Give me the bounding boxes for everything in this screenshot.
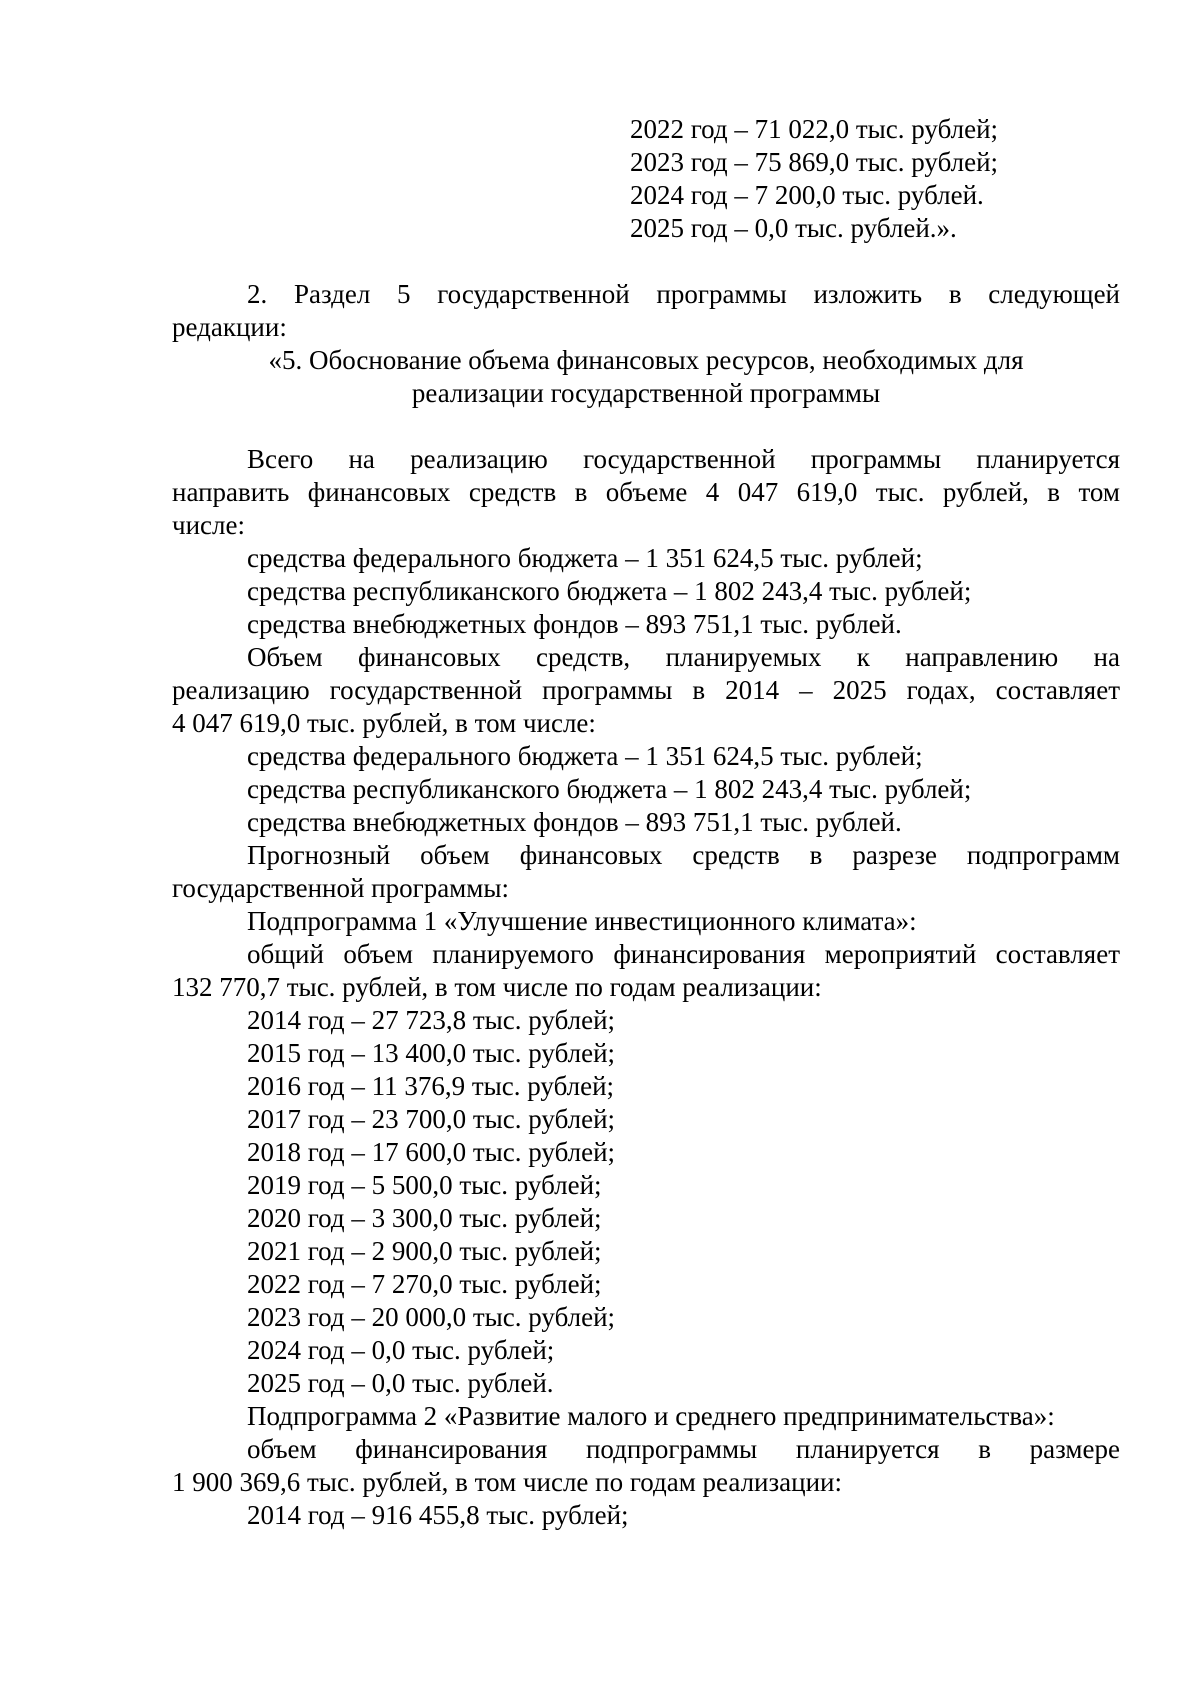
funding-source-line: средства внебюджетных фондов – 893 751,1 тыс. рублей. — [247, 807, 902, 837]
forecast-line-2: государственной программы: — [172, 873, 509, 903]
funding-source-line: средства республиканского бюджета – 1 802 243,4 тыс. рублей; — [247, 576, 972, 606]
subprogram-2-year-line: 2014 год – 916 455,8 тыс. рублей; — [247, 1500, 629, 1530]
item-2-line-2: редакции: — [172, 312, 287, 342]
total-line-2: направить финансовых средств в объеме 4 047 619,0 тыс. рублей, в том — [172, 477, 1120, 507]
volume-line-3: 4 047 619,0 тыс. рублей, в том числе: — [172, 708, 596, 738]
top-year-line: 2023 год – 75 869,0 тыс. рублей; — [630, 147, 999, 177]
volume-line-2: реализацию государственной программы в 2014 – 2025 годах, составляет — [172, 675, 1120, 705]
top-year-list — [630, 113, 1120, 245]
funding-sources-list-1 — [172, 542, 1120, 641]
forecast-line-1: Прогнозный объем финансовых средств в разрезе подпрограмм — [247, 840, 1120, 870]
subprogram-2-block — [172, 1400, 1120, 1532]
subprogram-2-total-line-2: 1 900 369,6 тыс. рублей, в том числе по годам реализации: — [172, 1467, 843, 1497]
top-year-line: 2022 год – 71 022,0 тыс. рублей; — [630, 114, 999, 144]
subprogram-1-year-line: 2024 год – 0,0 тыс. рублей; — [247, 1335, 555, 1365]
subprogram-1-year-line: 2020 год – 3 300,0 тыс. рублей; — [247, 1203, 602, 1233]
subprogram-1-year-line: 2021 год – 2 900,0 тыс. рублей; — [247, 1236, 602, 1266]
forecast-paragraph — [172, 839, 1120, 905]
total-line-1: Всего на реализацию государственной программы планируется — [247, 444, 1120, 474]
subprogram-1-year-line: 2014 год – 27 723,8 тыс. рублей; — [247, 1005, 616, 1035]
subprogram-1-year-line: 2022 год – 7 270,0 тыс. рублей; — [247, 1269, 602, 1299]
total-paragraph — [172, 443, 1120, 542]
funding-source-line: средства внебюджетных фондов – 893 751,1 тыс. рублей. — [247, 609, 902, 639]
subprogram-1-year-line: 2015 год – 13 400,0 тыс. рублей; — [247, 1038, 616, 1068]
funding-source-line: средства федерального бюджета – 1 351 624,5 тыс. рублей; — [247, 543, 923, 573]
subprogram-2-title: Подпрограмма 2 «Развитие малого и среднего предпринимательства»: — [247, 1401, 1055, 1431]
total-line-3: числе: — [172, 510, 245, 540]
subprogram-1-total-line-2: 132 770,7 тыс. рублей, в том числе по годам реализации: — [172, 972, 822, 1002]
volume-line-1: Объем финансовых средств, планируемых к направлению на — [247, 642, 1120, 672]
section-title-line-2: реализации государственной программы — [411, 378, 881, 408]
item-2-paragraph — [172, 278, 1120, 344]
volume-paragraph — [172, 641, 1120, 740]
funding-source-line: средства республиканского бюджета – 1 802 243,4 тыс. рублей; — [247, 774, 972, 804]
subprogram-1-year-line: 2017 год – 23 700,0 тыс. рублей; — [247, 1104, 616, 1134]
subprogram-1-year-line: 2016 год – 11 376,9 тыс. рублей; — [247, 1071, 615, 1101]
subprogram-1-total-line-1: общий объем планируемого финансирования мероприятий составляет — [247, 939, 1120, 969]
top-year-line: 2025 год – 0,0 тыс. рублей.». — [630, 213, 957, 243]
section-title-line-1: «5. Обоснование объема финансовых ресурсов, необходимых для — [268, 345, 1024, 375]
subprogram-1-year-line: 2018 год – 17 600,0 тыс. рублей; — [247, 1137, 616, 1167]
subprogram-1-block — [172, 905, 1120, 1400]
funding-source-line: средства федерального бюджета – 1 351 624,5 тыс. рублей; — [247, 741, 923, 771]
section-title — [172, 344, 1120, 410]
subprogram-1-year-line: 2023 год – 20 000,0 тыс. рублей; — [247, 1302, 616, 1332]
subprogram-2-total-line-1: объем финансирования подпрограммы планируется в размере — [247, 1434, 1120, 1464]
document-body — [172, 113, 1120, 1532]
top-year-line: 2024 год – 7 200,0 тыс. рублей. — [630, 180, 984, 210]
subprogram-1-title: Подпрограмма 1 «Улучшение инвестиционного климата»: — [247, 906, 917, 936]
item-2-line-1: 2. Раздел 5 государственной программы изложить в следующей — [247, 279, 1120, 309]
subprogram-1-year-line: 2025 год – 0,0 тыс. рублей. — [247, 1368, 554, 1398]
funding-sources-list-2 — [172, 740, 1120, 839]
subprogram-1-year-line: 2019 год – 5 500,0 тыс. рублей; — [247, 1170, 602, 1200]
